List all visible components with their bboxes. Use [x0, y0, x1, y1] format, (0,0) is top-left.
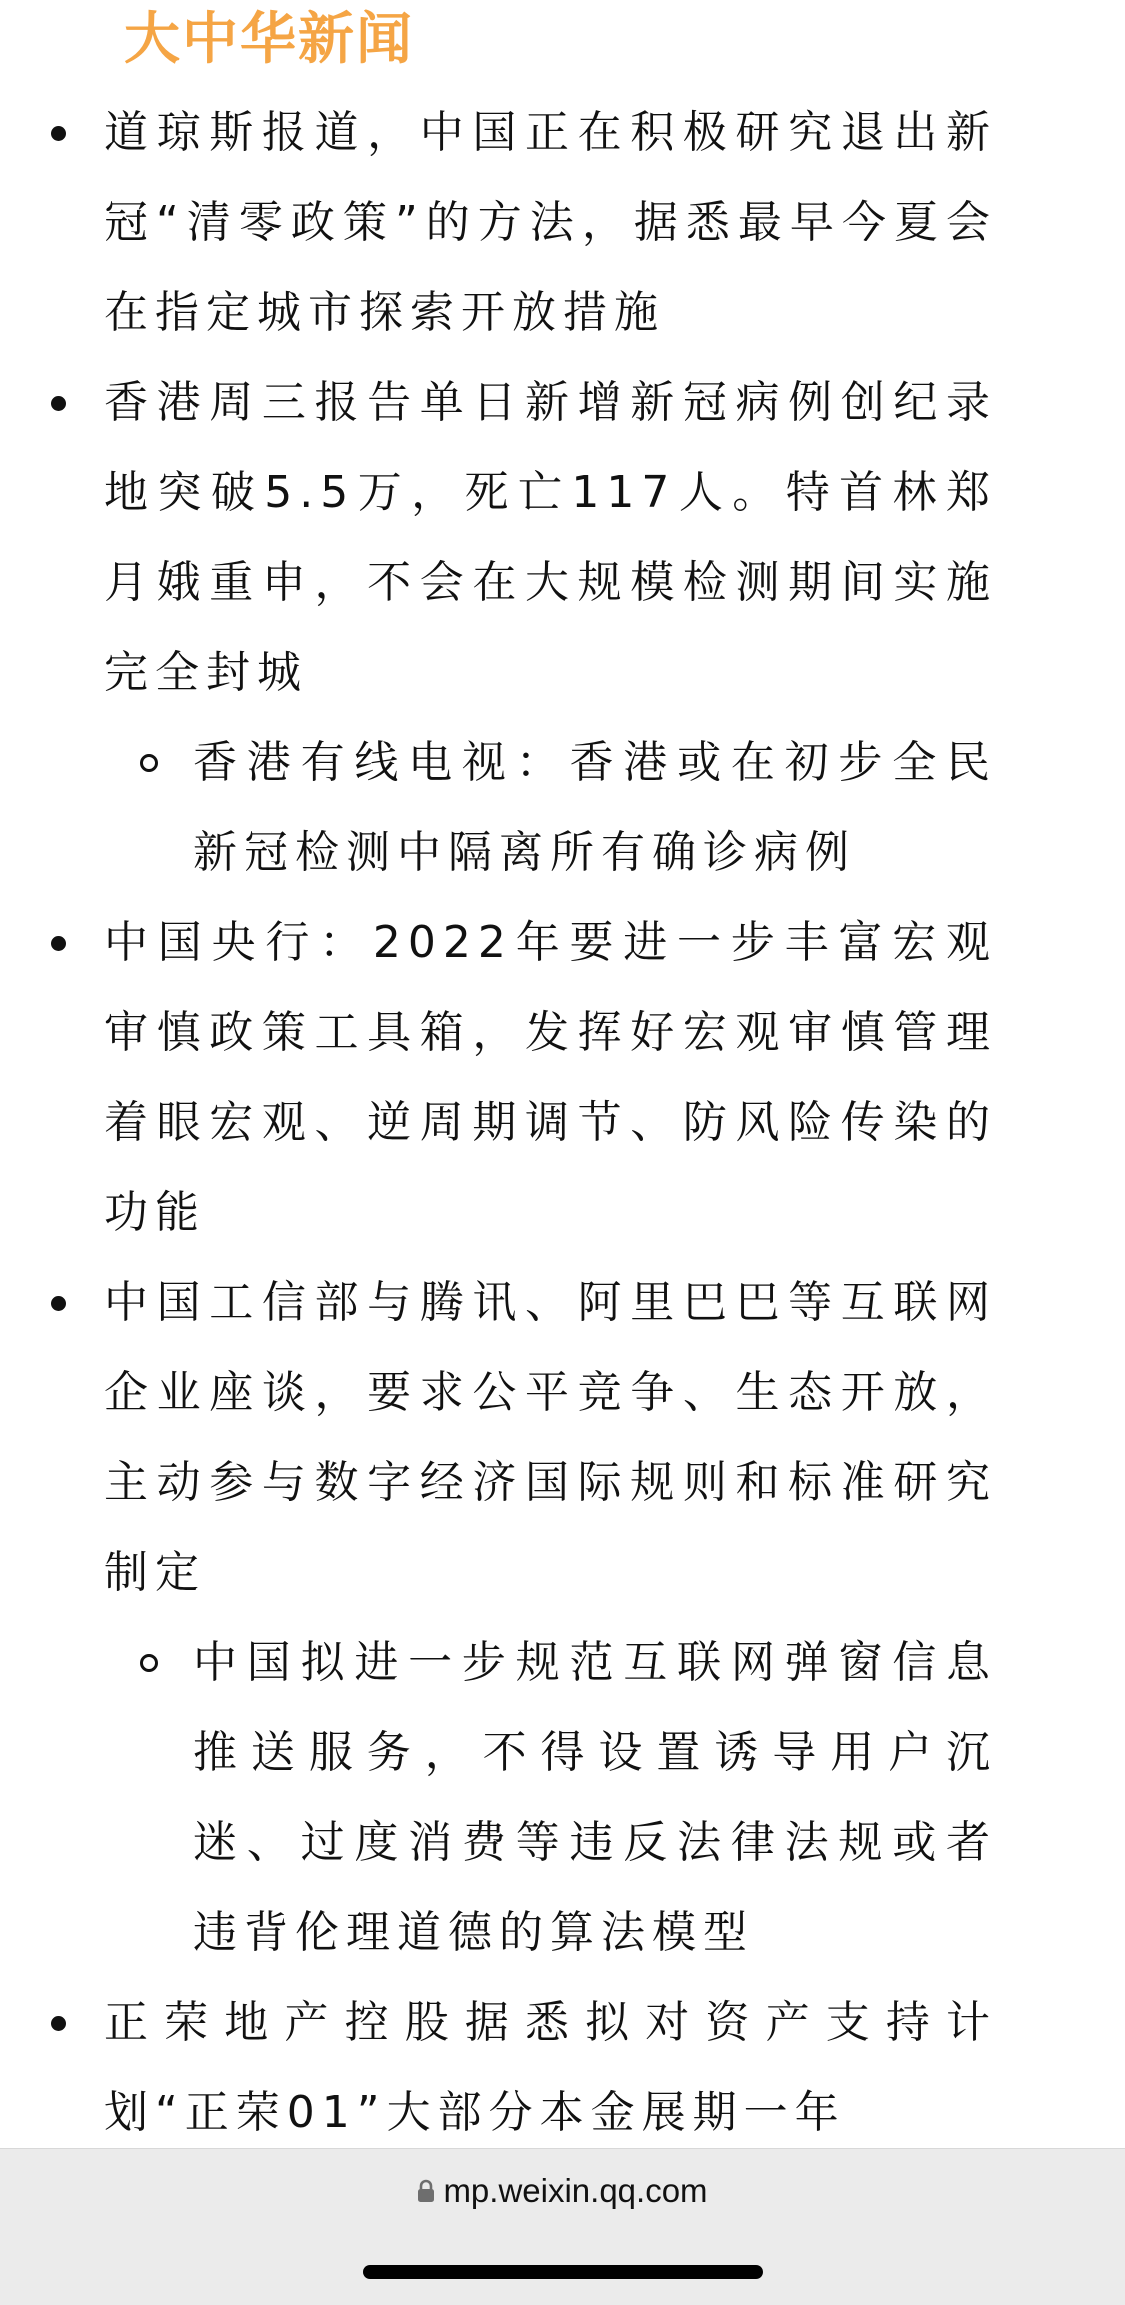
url-text: mp.weixin.qq.com — [443, 2172, 708, 2209]
news-item-text: 中国央行：2022年要进一步丰富宏观审慎政策工具箱，发挥好宏观审慎管理着眼宏观、逆周期调节、防风险传染的功能 — [104, 917, 997, 1238]
sub-news-item — [0, 718, 997, 898]
news-item-text: 香港周三报告单日新增新冠病例创纪录地突破5.5万，死亡117人。特首林郑月娥重申，不会在大规模检测期间实施完全封城 — [104, 377, 997, 698]
news-item — [0, 1978, 997, 2148]
sub-news-item — [0, 1618, 997, 1978]
bullet-dot-icon — [51, 936, 66, 951]
lock-icon — [417, 2179, 435, 2203]
browser-bottom-bar — [0, 2148, 1125, 2305]
bullet-dot-icon — [51, 126, 66, 141]
bullet-dot-icon — [51, 1296, 66, 1311]
bullet-circle-icon — [140, 1654, 158, 1672]
home-indicator[interactable] — [363, 2265, 763, 2279]
bullet-dot-icon — [51, 2016, 66, 2031]
news-item-text: 正荣地产控股据悉拟对资产支持计划“正荣01”大部分本金展期一年 — [104, 1997, 997, 2138]
sub-news-item-text: 香港有线电视：香港或在初步全民新冠检测中隔离所有确诊病例 — [193, 737, 997, 878]
news-item-text: 中国工信部与腾讯、阿里巴巴等互联网企业座谈，要求公平竞争、生态开放，主动参与数字经济国际规则和标准研究制定 — [104, 1277, 997, 1598]
sub-news-list — [0, 1618, 997, 1978]
sub-news-item-text: 中国拟进一步规范互联网弹窗信息推送服务，不得设置诱导用户沉迷、过度消费等违反法律法规或者违背伦理道德的算法模型 — [193, 1637, 997, 1958]
news-item — [0, 1258, 997, 1978]
bullet-circle-icon — [140, 754, 158, 772]
bullet-dot-icon — [51, 396, 66, 411]
news-item — [0, 88, 997, 358]
news-item-text: 道琼斯报道，中国正在积极研究退出新冠“清零政策”的方法，据悉最早今夏会在指定城市探索开放措施 — [104, 107, 997, 338]
news-item — [0, 898, 997, 1258]
news-list — [0, 88, 1125, 2148]
sub-news-list — [0, 718, 997, 898]
news-item — [0, 358, 997, 898]
section-title: 大中华新闻 — [124, 7, 414, 72]
url-bar[interactable] — [0, 2161, 1125, 2221]
